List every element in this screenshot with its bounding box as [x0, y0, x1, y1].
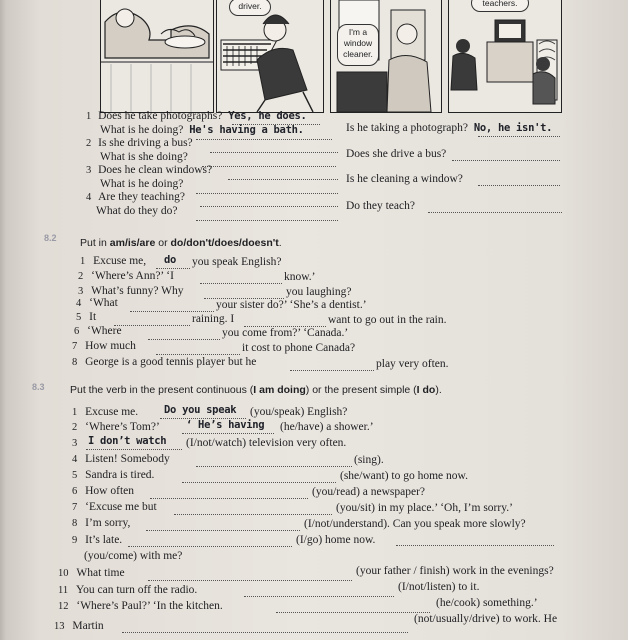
- bubble-text-driver: driver.: [238, 1, 262, 11]
- item-text: What time: [76, 567, 125, 579]
- instruction-text: ).: [435, 384, 442, 396]
- instruction-bold: I am doing: [253, 384, 306, 396]
- bath-illustration: [101, 0, 213, 112]
- item-text-end: (you/sit) in my place.’ ‘Oh, I’m sorry.’: [336, 502, 513, 514]
- answer-line: [174, 514, 332, 515]
- question-number: 3: [86, 165, 92, 176]
- answer-line: [146, 530, 300, 531]
- item-number: 2: [72, 422, 78, 433]
- item-8-3-10: [58, 567, 125, 579]
- illustration-teachers: [448, 0, 562, 113]
- item-8-3-6: [72, 485, 134, 497]
- item-number: 9: [72, 535, 78, 546]
- sub-question-2: [100, 151, 188, 163]
- answer-line: [148, 580, 352, 581]
- sub-question-text: What is he doing?: [100, 178, 184, 190]
- item-number: 5: [76, 312, 82, 323]
- item-text-end: (he/have) a shower.’: [280, 421, 374, 433]
- answer-line: [196, 193, 338, 194]
- question-right-3: [346, 173, 463, 185]
- answer-line: [196, 220, 338, 221]
- item-8-3-13: [54, 620, 104, 632]
- answer-line: [202, 166, 336, 167]
- question-row-3: [86, 164, 212, 176]
- question-right-2: [346, 148, 446, 160]
- question-right-4: [346, 200, 415, 212]
- item-text: Excuse me.: [85, 406, 139, 418]
- item-number: 2: [78, 271, 84, 282]
- item-text-end: (you/speak) English?: [250, 406, 348, 418]
- item-text: Excuse me,: [93, 255, 147, 267]
- item-text-end: you come from?’ ‘Canada.’: [222, 327, 349, 339]
- instruction-text: or: [155, 237, 171, 249]
- speech-bubble-driver: [229, 0, 271, 16]
- sub-question-4: [96, 205, 177, 217]
- answer-line: [182, 482, 336, 483]
- item-8-2-5: [76, 311, 96, 323]
- item-number: 4: [72, 454, 78, 465]
- bubble-line-3: cleaner.: [343, 49, 373, 59]
- sub-question-1: [100, 124, 304, 136]
- illustration-driver: [216, 0, 324, 113]
- question-row-2: [86, 137, 193, 149]
- answer-line: [244, 596, 394, 597]
- item-text-end: (I/not/watch) television very often.: [186, 437, 347, 449]
- item-text-end: (you/read) a newspaper?: [312, 486, 426, 498]
- item-text-end: you speak English?: [192, 256, 282, 268]
- item-text-end: your sister do?’ ‘She’s a dentist.’: [216, 299, 367, 311]
- exercise-number-8-2: 8.2: [44, 233, 57, 243]
- item-text-end: (she/want) to go home now.: [340, 470, 468, 482]
- item-number: 12: [58, 601, 69, 612]
- item-8-3-12: [58, 600, 223, 612]
- question-number: 2: [86, 138, 92, 149]
- item-text: ‘Where’s Tom?’: [85, 421, 160, 433]
- answer-line: [290, 370, 374, 371]
- bubble-line-2: window: [343, 38, 373, 48]
- item-text: It: [89, 311, 97, 323]
- answer-line: [478, 136, 560, 137]
- question-left: Is she driving a bus?: [98, 137, 193, 149]
- item-8-2-3: [78, 285, 184, 297]
- item-8-3-2: [72, 421, 160, 433]
- item-number: 1: [80, 256, 86, 267]
- item-8-2-4: [76, 297, 118, 309]
- answer-8-3-2[interactable]: ‘ He’s having: [186, 419, 265, 431]
- sub-question-text: What is she doing?: [100, 151, 188, 163]
- speech-bubble-window-cleaner: [337, 24, 379, 66]
- item-text-end: it cost to phone Canada?: [242, 342, 356, 354]
- answer-line: [122, 632, 408, 633]
- item-text-end: (not/usually/drive) to work. He: [414, 613, 558, 625]
- sub-question-text: What is he doing?: [100, 124, 184, 136]
- item-text: What’s funny? Why: [91, 285, 184, 297]
- item-text: ‘Where’s Paul?’ ‘In the kitchen.: [76, 600, 223, 612]
- item-text-mid: raining. I: [192, 313, 235, 325]
- item-8-3-9-continued: (you/come) with me?: [84, 550, 183, 562]
- question-row-1: [86, 110, 307, 122]
- answer-line: [196, 139, 332, 140]
- item-8-3-5: [72, 469, 154, 481]
- answer-line: [210, 152, 338, 153]
- item-text: Sandra is tired.: [85, 469, 155, 481]
- item-text-end: you laughing?: [286, 286, 352, 298]
- question-left: Does he take photographs?: [98, 110, 223, 122]
- answer-line: [428, 212, 562, 213]
- item-text-end: (sing).: [354, 454, 384, 466]
- item-number: 13: [54, 621, 65, 632]
- item-8-3-11: [58, 584, 197, 596]
- item-number: 6: [74, 326, 80, 337]
- question-right-text: Is he taking a photograph?: [346, 122, 468, 134]
- instruction-text: .: [278, 237, 282, 249]
- item-number: 10: [58, 568, 69, 579]
- item-text: How much: [85, 340, 136, 352]
- item-text: ‘What: [89, 297, 118, 309]
- item-8-2-6: [74, 325, 122, 337]
- item-number: 8: [72, 518, 78, 529]
- answer-line: [86, 449, 182, 450]
- item-text: ‘Where’s Ann?’ ‘I: [91, 270, 174, 282]
- piano-illustration: [217, 0, 323, 112]
- instruction-bold: I do: [416, 384, 436, 396]
- question-number: 4: [86, 192, 92, 203]
- instruction-text: Put in: [80, 237, 110, 249]
- answer-line: [228, 179, 338, 180]
- sub-question-text: What do they do?: [96, 205, 178, 217]
- item-text-end: play very often.: [376, 358, 449, 370]
- teachers-illustration: [449, 0, 561, 112]
- instruction-bold: do/don't/does/doesn't: [170, 237, 279, 249]
- answer-8-3-1[interactable]: Do you speak: [164, 404, 237, 416]
- item-8-3-8: [72, 517, 130, 529]
- answer-sub[interactable]: He's having a bath.: [189, 124, 304, 136]
- item-text-end: (your father / finish) work in the evenings?: [356, 565, 554, 577]
- item-text-end: (I/not/listen) to it.: [398, 581, 480, 593]
- answer-8-3-3[interactable]: I don’t watch: [88, 435, 167, 447]
- item-8-3-9: [72, 534, 122, 546]
- item-8-2-1: [80, 255, 146, 267]
- answer-line: [200, 283, 282, 284]
- question-right-text: Do they teach?: [346, 200, 415, 212]
- item-text: I’m sorry,: [85, 517, 131, 529]
- item-text-end: (he/cook) something.’: [436, 597, 538, 609]
- item-text: Listen! Somebody: [85, 453, 170, 465]
- item-text-end: know.’: [284, 271, 316, 283]
- item-text: How often: [85, 485, 134, 497]
- answer-line: [156, 354, 240, 355]
- question-left: Are they teaching?: [98, 191, 185, 203]
- question-row-4: [86, 191, 185, 203]
- item-text: You can turn off the radio.: [76, 584, 198, 596]
- answer-line: [276, 612, 430, 613]
- item-number: 8: [72, 357, 78, 368]
- illustration-bath: [100, 0, 214, 113]
- answer-line: [452, 160, 560, 161]
- answer-line: [478, 185, 560, 186]
- answer-line: [200, 206, 338, 207]
- item-text: Martin: [72, 620, 104, 632]
- answer-line: [182, 433, 274, 434]
- item-number: 5: [72, 470, 78, 481]
- item-8-2-2: [78, 270, 174, 282]
- item-number: 3: [72, 438, 78, 449]
- item-number: 3: [78, 286, 84, 297]
- exercise-number-8-3: 8.3: [32, 382, 45, 392]
- item-number: 7: [72, 341, 78, 352]
- item-text: ‘Where: [87, 325, 122, 337]
- item-8-3-3: [72, 437, 77, 449]
- bubble-line-1: I'm a: [348, 27, 368, 37]
- question-right-text: Is he cleaning a window?: [346, 173, 463, 185]
- answer-8-2-1[interactable]: do: [164, 254, 177, 266]
- instruction-8-3: [70, 384, 442, 396]
- question-left: Does he clean windows?: [98, 164, 213, 176]
- answer-line: [150, 498, 308, 499]
- item-8-3-1: [72, 406, 138, 418]
- item-8-3-4: [72, 453, 170, 465]
- answer-line: [114, 325, 190, 326]
- instruction-8-2: [80, 237, 282, 249]
- answer-right[interactable]: No, he isn't.: [473, 122, 553, 134]
- item-number: 6: [72, 486, 78, 497]
- item-text-mid: (I/go) home now.: [296, 534, 376, 546]
- item-number: 4: [76, 298, 82, 309]
- instruction-text: ) or the present simple (: [305, 384, 417, 396]
- bubble-text-teachers: teachers.: [482, 0, 518, 8]
- question-right-text: Does she drive a bus?: [346, 148, 447, 160]
- item-8-3-7: [72, 501, 157, 513]
- item-8-2-8: [72, 356, 256, 368]
- answer-left[interactable]: Yes, he does.: [228, 110, 307, 122]
- item-number: 1: [72, 407, 78, 418]
- answer-line: [196, 466, 352, 467]
- answer-line: [130, 311, 214, 312]
- illustration-window-cleaner: [330, 0, 442, 113]
- answer-line: [148, 339, 220, 340]
- answer-line: [156, 268, 190, 269]
- sub-question-3: [100, 178, 183, 190]
- question-number: 1: [86, 111, 92, 122]
- answer-line: [396, 545, 554, 546]
- item-text: George is a good tennis player but he: [85, 356, 257, 368]
- instruction-text: Put the verb in the present continuous (: [70, 384, 254, 396]
- item-text-end: (I/not/understand). Can you speak more slowly?: [304, 518, 526, 530]
- question-right-1: [346, 122, 552, 134]
- item-text-end: want to go out in the rain.: [328, 314, 447, 326]
- item-text: It’s late.: [85, 534, 123, 546]
- instruction-bold: am/is/are: [109, 237, 156, 249]
- item-number: 11: [58, 585, 69, 596]
- item-8-2-7: [72, 340, 136, 352]
- speech-bubble-teachers: [471, 0, 529, 12]
- answer-line: [128, 546, 292, 547]
- item-number: 7: [72, 502, 78, 513]
- item-text: ‘Excuse me but: [85, 501, 157, 513]
